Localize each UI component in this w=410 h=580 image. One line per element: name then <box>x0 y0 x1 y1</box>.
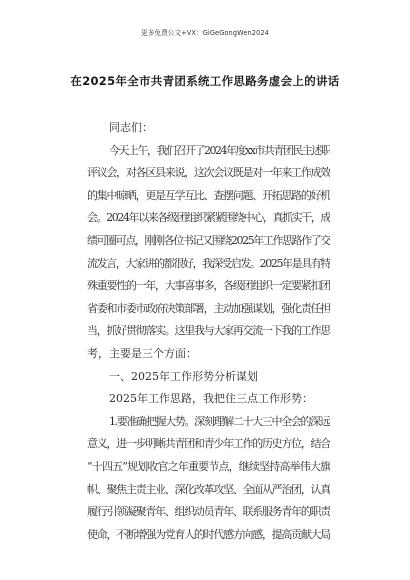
body-line: 1.要准确把握大势。深刻理解二十大三中全会的深远 <box>109 414 330 428</box>
body-line: 殊重要性的一年，大事喜事多，各级团组织一定要紧扣团 <box>87 279 330 293</box>
document-body <box>87 117 330 546</box>
body-line: 流发言，大家讲的都很好，我深受启发。2025年是具有特 <box>87 256 330 270</box>
body-line: 履行引领凝聚青年、组织动员青年、联系服务青年的职责 <box>87 505 330 519</box>
body-line: 今天上午，我们召开了2024年度xx市共青团民主述职 <box>109 143 330 157</box>
body-line: 的集中晾晒，更是互学互比、查摆问题、开拓思路的好机 <box>87 188 330 202</box>
body-line: 帜、聚焦主责主业、深化改革攻坚、全面从严治团，认真 <box>87 482 330 496</box>
body-line: 考，主要是三个方面： <box>87 346 197 360</box>
body-line: “十四五”规划收官之年重要节点，继续坚持高举伟大旗 <box>87 459 330 473</box>
section-heading: 一、2025年工作形势分析谋划 <box>109 369 258 383</box>
body-line: 评议会，对各区县来说，这次会议既是对一年来工作成效 <box>87 166 330 180</box>
body-line: 当，抓好贯彻落实。这里我与大家再交流一下我的工作思 <box>87 324 330 338</box>
body-line: 省委和市委市政府决策部署，主动加强谋划，强化责任担 <box>87 301 330 315</box>
body-line: 使命，不断增强为党育人的时代感方向感，提高贡献大局 <box>87 527 330 541</box>
page-header-note: 更多免费公文+VX：GiGeGongWen2024 <box>141 29 269 37</box>
body-line: 会。2024年以来各级团组织紧紧围绕中心，真抓实干，成 <box>87 211 330 225</box>
document-title: 在2025年全市共青团系统工作思路务虚会上的讲话 <box>70 74 340 88</box>
body-line: 2025年工作思路，我把住三点工作形势： <box>109 392 313 406</box>
body-line: 绩可圈可点，刚刚各位书记又围绕2025年工作思路作了交 <box>87 233 330 247</box>
body-line: 意义，进一步明晰共青团和青少年工作的历史方位，结合 <box>87 437 330 451</box>
salutation: 同志们： <box>109 121 153 134</box>
